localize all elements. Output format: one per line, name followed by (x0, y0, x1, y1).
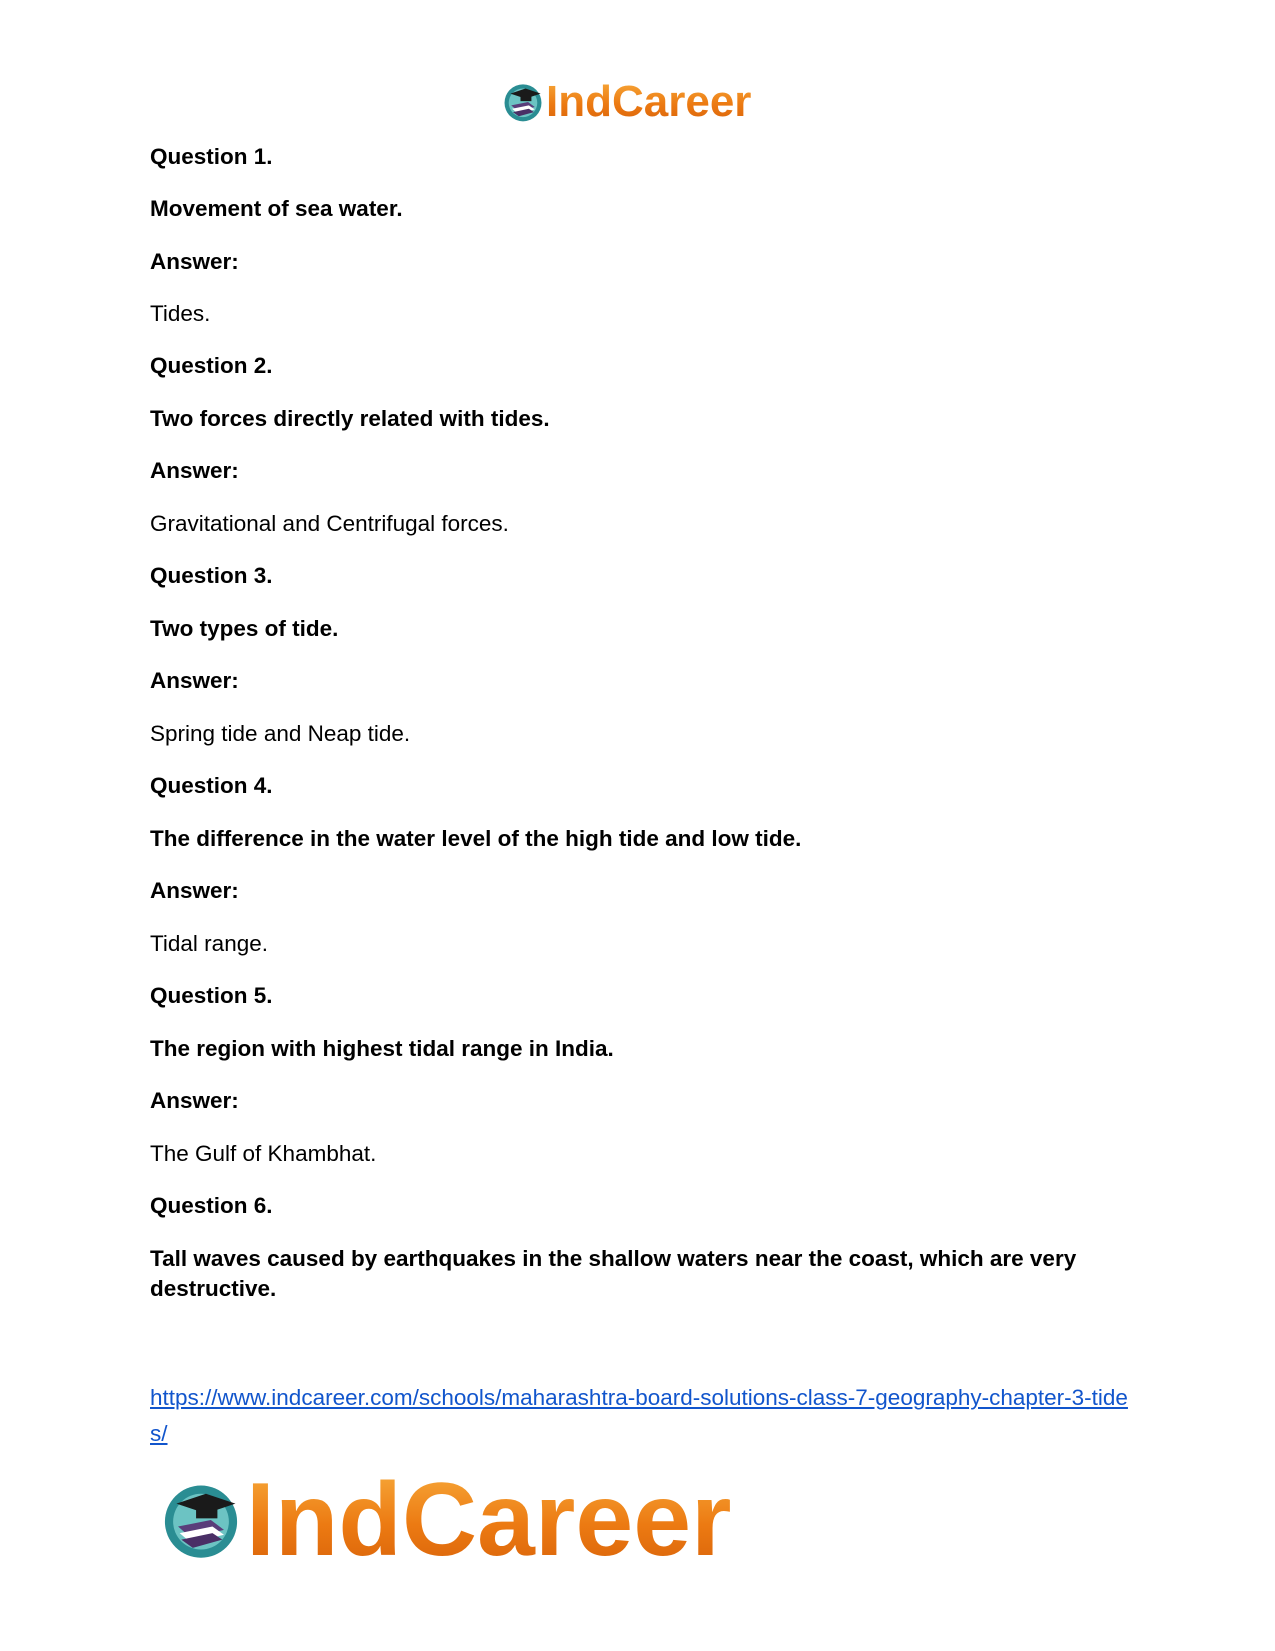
question-text: The region with highest tidal range in India. (150, 1036, 614, 1061)
source-url-link[interactable]: https://www.indcareer.com/schools/maharashtra-board-solutions-class-7-geography-chapter-3-tides/ (150, 1385, 1128, 1446)
brand-name: IndCareer (246, 1462, 732, 1578)
brand-name: IndCareer (546, 77, 752, 126)
question-text: Two forces directly related with tides. (150, 406, 550, 431)
question-label: Question 4. (150, 773, 273, 798)
answer-text: Tidal range. (150, 931, 268, 956)
question-text: Movement of sea water. (150, 196, 403, 221)
answer-text: The Gulf of Khambhat. (150, 1141, 377, 1166)
question-text: Two types of tide. (150, 616, 339, 641)
graduation-cap-globe-icon (160, 1479, 242, 1561)
graduation-cap-globe-icon (502, 81, 544, 123)
answer-label: Answer: (150, 458, 239, 483)
indcareer-logo-bottom (160, 1462, 732, 1578)
answer-label: Answer: (150, 249, 239, 274)
question-text: The difference in the water level of the high tide and low tide. (150, 826, 802, 851)
indcareer-logo-top (502, 77, 752, 126)
question-label: Question 6. (150, 1193, 273, 1218)
question-label: Question 1. (150, 144, 273, 169)
question-label: Question 2. (150, 353, 273, 378)
answer-label: Answer: (150, 878, 239, 903)
question-label: Question 3. (150, 563, 273, 588)
answer-text: Spring tide and Neap tide. (150, 721, 411, 746)
question-text: Tall waves caused by earthquakes in the shallow waters near the coast, which are very destructive. (150, 1246, 1077, 1301)
question-label: Question 5. (150, 983, 273, 1008)
answer-label: Answer: (150, 668, 239, 693)
answer-text: Gravitational and Centrifugal forces. (150, 511, 509, 536)
qa-content (150, 142, 1130, 1304)
answer-label: Answer: (150, 1088, 239, 1113)
answer-text: Tides. (150, 301, 211, 326)
